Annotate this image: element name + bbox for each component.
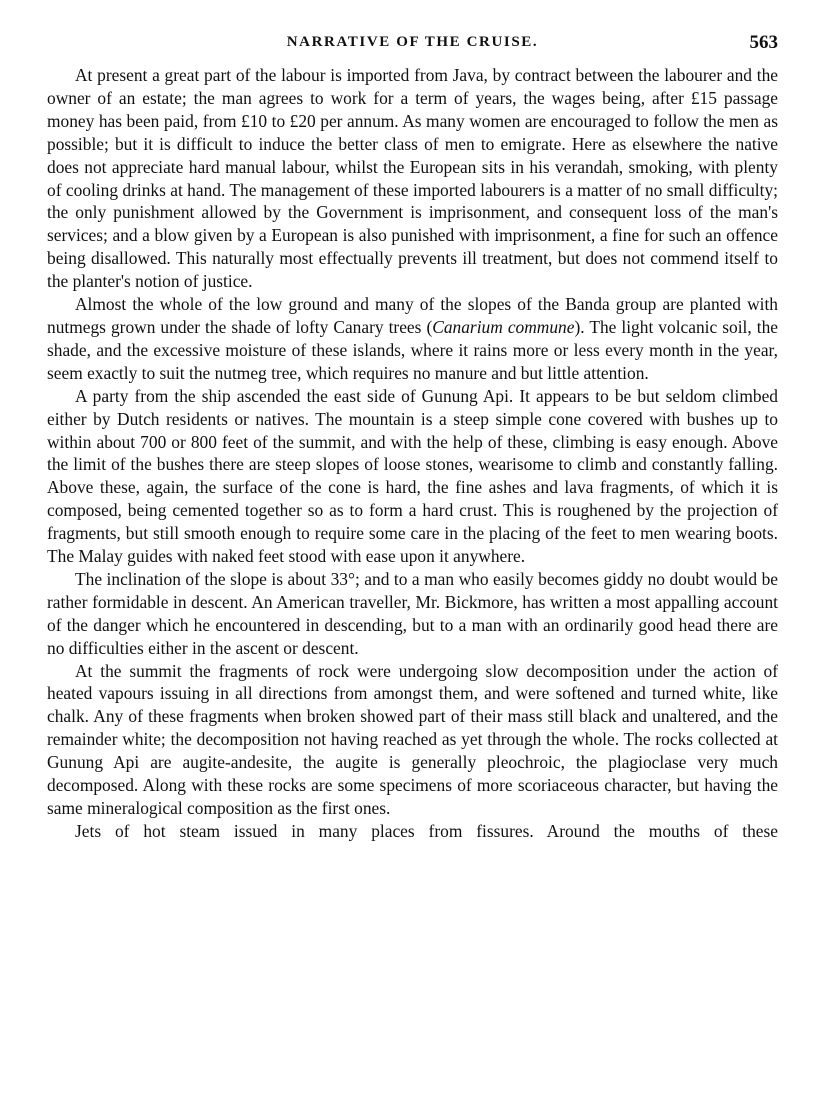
paragraph-labour: At present a great part of the labour is imported from Java, by contract between the labourer and the owner of an estate; the man agrees to work for a term of years, the wages being, after £15 passage money has been paid, from £10 to £20 per annum. As many women are encouraged to follow the men as possible; but it is difficult to induce the better class of men to emigrate. Here as elsewhere the native does not appreciate hard manual labour, whilst the European sits in his verandah, smoking, with plenty of cooling drinks at hand. The management of these imported labourers is a matter of no small difficulty; the only punishment allowed by the Government is imprisonment, and consequent loss of the man's services; and a blow given by a European is also punished with imprisonment, a fine for such an offence being disallowed. This naturally most effectually prevents ill treatment, but does not commend itself to the planter's notion of justice. [47, 65, 778, 292]
paragraph-nutmegs-text-after: ). The light volcanic soil, the shade, and the excessive moisture of these islands, where it rains more or less every month in the year, seem exactly to suit the nutmeg tree, which requires no manure and but little attention. [47, 316, 778, 383]
paragraph-steam-jets: Jets of hot steam issued in many places from fissures. Around the mouths of these [75, 820, 778, 841]
running-title: NARRATIVE OF THE CRUISE. [286, 34, 539, 50]
paragraph-nutmegs-text-before: Almost the whole of the low ground and many of the slopes of the Banda group are planted with nutmegs grown under the shade of lofty Canary trees ( [47, 294, 778, 337]
book-page [47, 34, 778, 843]
paragraph-ascent: A party from the ship ascended the east side of Gunung Api. It appears to be but seldom climbed either by Dutch residents or natives. The mountain is a steep simple cone covered with bushes up to within about 700 or 800 feet of the summit, and with the help of these, climbing is easy enough. Above the limit of the bushes there are steep slopes of loose stones, wearisome to climb and constantly falling. Above these, again, the surface of the cone is hard, the fine ashes and lava fragments, of which it is composed, being cemented together so as to form a hard crust. This is roughened by the projection of fragments, but still smooth enough to require some care in the placing of the feet to men wearing boots. The Malay guides with naked feet stood with ease upon it anywhere. [47, 385, 778, 567]
paragraph-nutmegs [47, 293, 778, 385]
species-name: Canarium commune [432, 316, 575, 337]
page-header [47, 34, 778, 64]
paragraph-summit: At the summit the fragments of rock were undergoing slow decomposition under the action of heated vapours issuing in all directions from amongst them, and were softened and turned white, like chalk. Any of these fragments when broken showed part of their mass still black and unaltered, and the remainder white; the decomposition not having reached as yet through the whole. The rocks collected at Gunung Api are augite-andesite, the augite is generally pleochroic, the plagioclase very much decomposed. Along with these rocks are some specimens of more scoriaceous character, but having the same mineralogical composition as the first ones. [47, 660, 778, 818]
paragraph-inclination: The inclination of the slope is about 33°; and to a man who easily becomes giddy no doubt would be rather formidable in descent. An American traveller, Mr. Bickmore, has written a most appalling account of the danger which he encountered in descending, but to a man with an ordinarily good head there are no difficulties either in the ascent or descent. [47, 568, 778, 658]
page-number: 563 [749, 32, 778, 53]
body-text [47, 64, 778, 843]
